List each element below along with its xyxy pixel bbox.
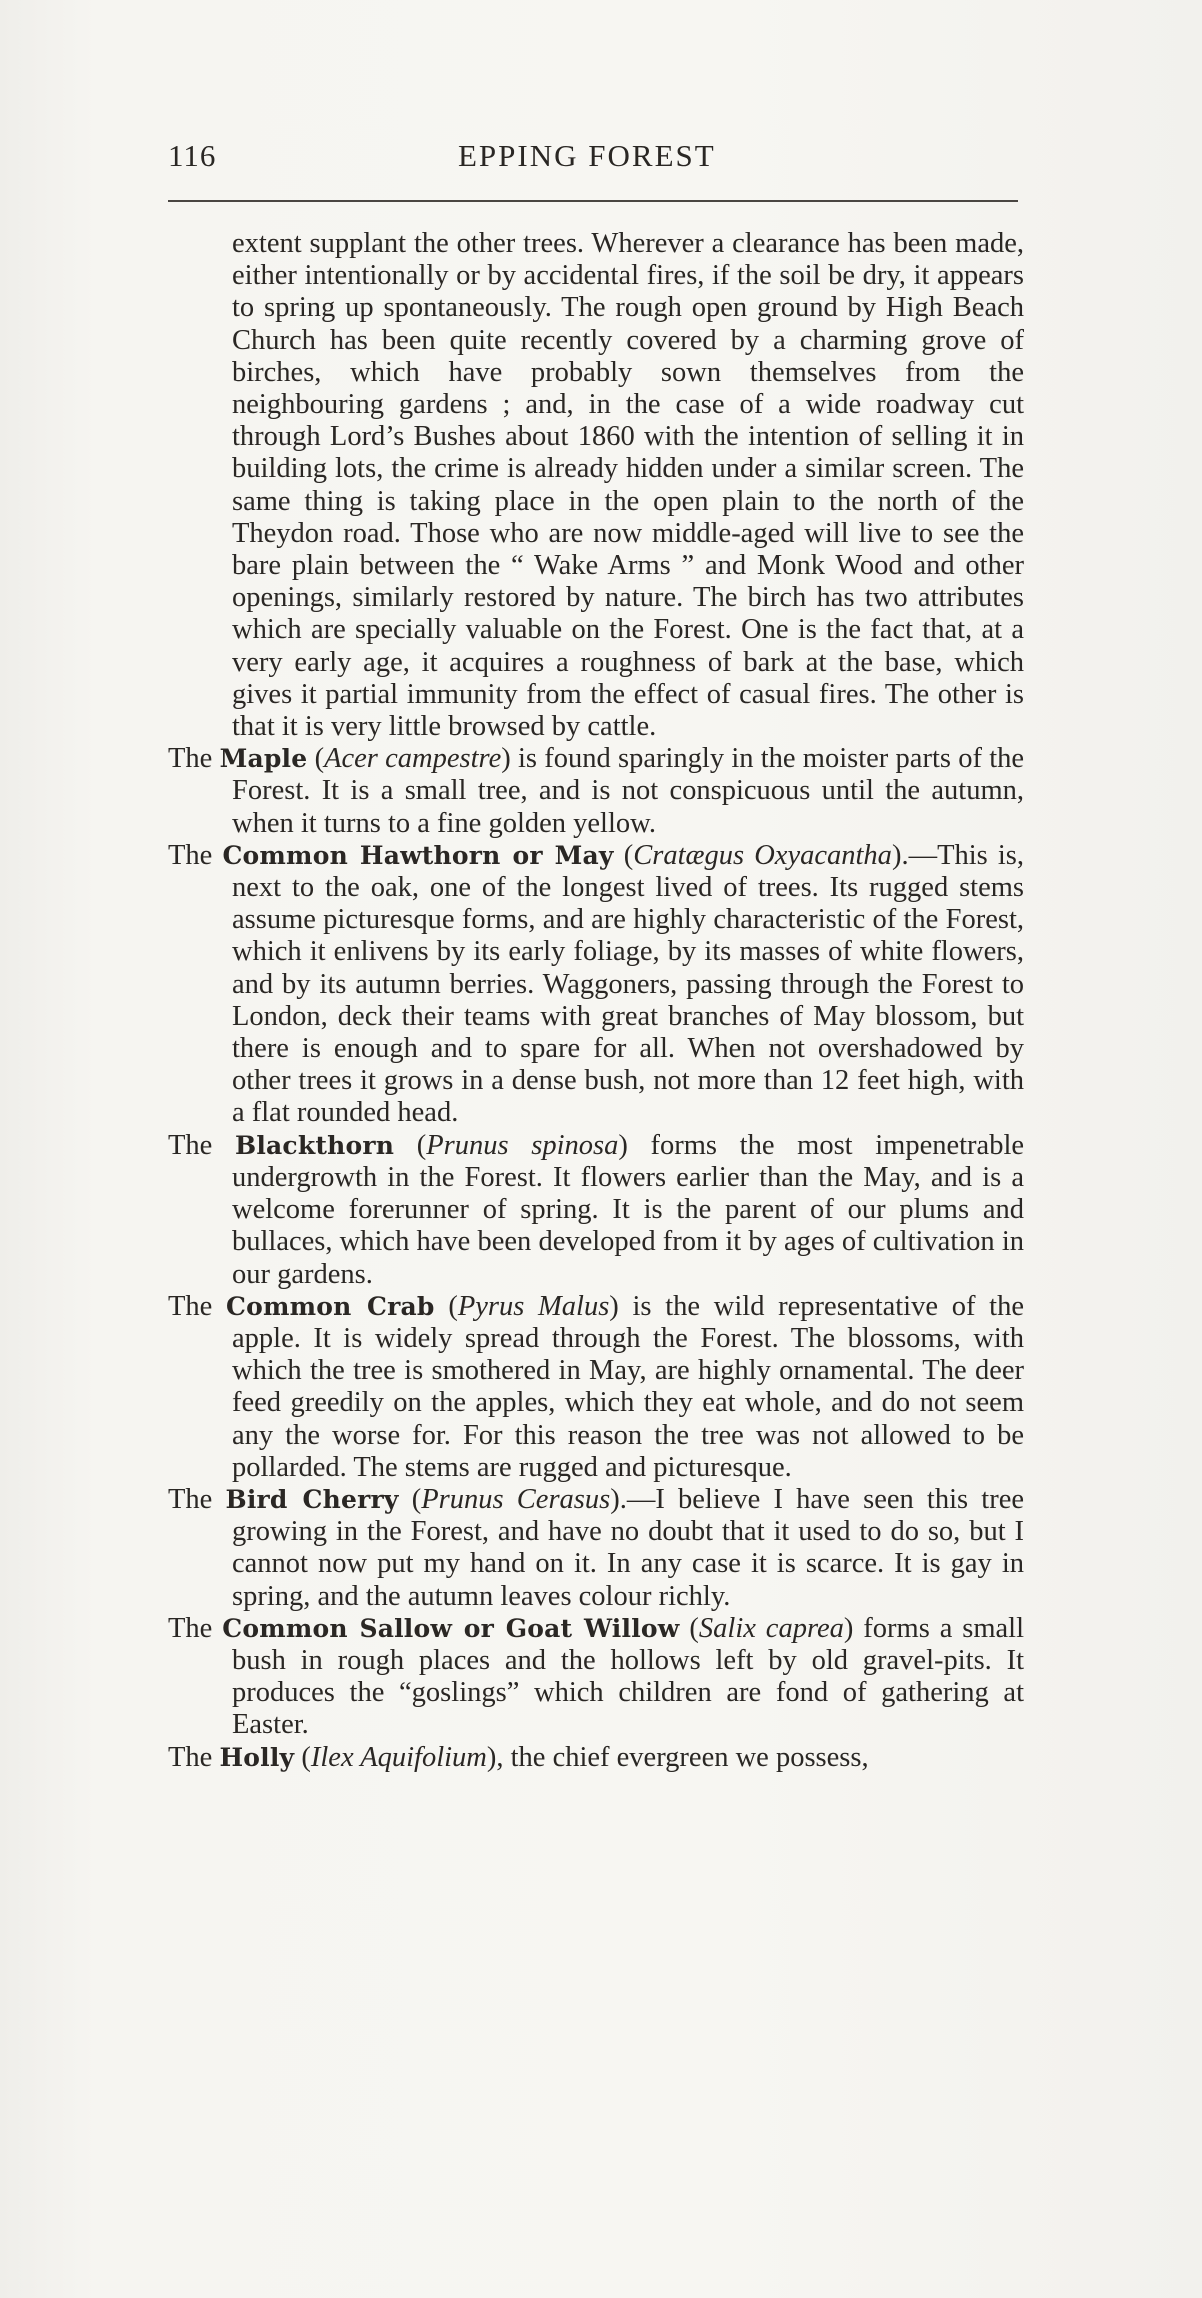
running-title: EPPING FOREST bbox=[458, 138, 716, 173]
entry-sallow: The Common Sallow or Goat Willow (Salix caprea) forms a small bush in rough places and the hollows left by old gravel-pits. It produces the “goslings” which children are fond of gathering at Easter. bbox=[168, 1612, 1024, 1741]
entry-latin: Acer campestre bbox=[324, 743, 502, 775]
entry-latin: Prunus Cerasus bbox=[421, 1483, 611, 1515]
entry-holly: The Holly (Ilex Aquifolium), the chief evergreen we possess, bbox=[168, 1741, 869, 1773]
entry-name: Common Hawthorn or May bbox=[222, 840, 614, 870]
entry-name: Blackthorn bbox=[234, 1130, 395, 1160]
page-number: 116 bbox=[168, 138, 217, 173]
intro-paragraph: extent supplant the other trees. Wherever a clearance has been made, either intentionally or by accidental fires, if the soil be dry, it appears to spring up spontaneously. The rough open ground by High Beach Church has been quite recently covered by a charming grove of birches, which have probably sown themselves from the neighbouring gardens ; and, in the case of a wide roadway cut through Lord’s Bushes about 1860 with the intention of selling it in building lots, the crime is already hidden under a similar screen. The same thing is taking place in the open plain to the north of the Theydon road. Those who are now middle-aged will live to see the bare plain between the “ Wake Arms ” and Monk Wood and other openings, similarly restored by nature. The birch has two attributes which are specially valuable on the Forest. One is the fact that, at a very early age, it acquires a roughness of bark at the base, which gives it partial immunity from the effect of casual fires. The other is that it is very little browsed by cattle. bbox=[232, 228, 1024, 743]
entry-latin: Ilex Aquifolium bbox=[310, 1741, 487, 1773]
entry-latin: Cratægus Oxyacantha bbox=[633, 839, 892, 871]
entry-text: is found sparingly in the moister parts of the Forest. It is a small tree, and is not conspicuous until the autumn, when it turns to a fine golden yellow. bbox=[232, 743, 1025, 839]
entry-bird-cherry: The Bird Cherry (Prunus Cerasus).—I believe I have seen this tree growing in the Forest, and have no doubt that it used to do so, but I cannot now put my hand on it. In any case it is scarce. It is gay in spring, and the autumn leaves colour richly. bbox=[168, 1483, 1024, 1612]
entry-article: The bbox=[168, 1290, 213, 1322]
entry-name: Common Sallow or Goat Willow bbox=[222, 1613, 680, 1643]
entry-text: .—This is, next to the oak, one of the longest lived of trees. Its rugged stems assume picturesque forms, and are highly characteristic of the Forest, which it enlivens by its early foliage, by its masses of white flowers, and by its autumn berries. Waggoners, passing through the Forest to London, deck their teams with great branches of May blossom, but there is enough and to spare for all. When not overshadowed by other trees it grows in a dense bush, not more than 12 feet high, with a flat rounded head. bbox=[232, 839, 1024, 1129]
entry-hawthorn: The Common Hawthorn or May (Cratægus Oxyacantha).—This is, next to the oak, one of the longest lived of trees. Its rugged stems assume picturesque forms, and are highly characteristic of the Forest, which it enlivens by its early foliage, by its masses of white flowers, and by its autumn berries. Waggoners, passing through the Forest to London, deck their teams with great branches of May blossom, but there is enough and to spare for all. When not overshadowed by other trees it grows in a dense bush, not more than 12 feet high, with a flat rounded head. bbox=[168, 839, 1024, 1129]
entry-name: Maple bbox=[219, 744, 308, 774]
entry-article: The bbox=[168, 839, 213, 871]
entry-blackthorn: The Blackthorn (Prunus spinosa) forms the most impenetrable undergrowth in the Forest. It flowers earlier than the May, and is a welcome forerunner of spring. It is the parent of our plums and bullaces, which have been developed from it by ages of cultivation in our gardens. bbox=[168, 1129, 1025, 1290]
header-rule bbox=[168, 200, 1018, 202]
entry-article: The bbox=[168, 1741, 213, 1773]
page-header bbox=[168, 138, 1018, 182]
entry-name: Common Crab bbox=[226, 1291, 435, 1321]
entry-name: Holly bbox=[219, 1742, 295, 1772]
body-text bbox=[168, 228, 1024, 1774]
entry-latin: Pyrus Malus bbox=[457, 1290, 610, 1322]
entry-text: .—I believe I have seen this tree growing in the Forest, and have no doubt that it used to do so, but I cannot now put my hand on it. In any case it is scarce. It is gay in spring, and the autumn leaves colour richly. bbox=[232, 1483, 1024, 1612]
entry-text: forms a small bush in rough places and the hollows left by old gravel-pits. It produces the “goslings” which children are fond of gathering at Easter. bbox=[232, 1612, 1024, 1741]
entry-text: is the wild representative of the apple. It is widely spread through the Forest. The blossoms, with which the tree is smothered in May, are highly ornamental. The deer feed greedily on the apples, which they eat whole, and do not seem any the worse for. For this reason the tree was not allowed to be pollarded. The stems are rugged and picturesque. bbox=[232, 1290, 1024, 1483]
entry-name: Bird Cherry bbox=[225, 1484, 399, 1514]
entry-latin: Salix caprea bbox=[698, 1612, 844, 1644]
entry-article: The bbox=[168, 1129, 213, 1161]
entry-article: The bbox=[168, 1483, 213, 1515]
entry-text: forms the most impenetrable undergrowth in the Forest. It flowers earlier than the May, and is a welcome forerunner of spring. It is the parent of our plums and bullaces, which have been developed from it by ages of cultivation in our gardens. bbox=[232, 1129, 1025, 1290]
entry-crab: The Common Crab (Pyrus Malus) is the wild representative of the apple. It is widely spread through the Forest. The blossoms, with which the tree is smothered in May, are highly ornamental. The deer feed greedily on the apples, which they eat whole, and do not seem any the worse for. For this reason the tree was not allowed to be pollarded. The stems are rugged and picturesque. bbox=[168, 1290, 1024, 1483]
entry-article: The bbox=[168, 1612, 213, 1644]
entry-latin: Prunus spinosa bbox=[426, 1129, 619, 1161]
entry-text: , the chief evergreen we possess, bbox=[496, 1741, 869, 1773]
entry-article: The bbox=[168, 743, 213, 775]
entry-maple: The Maple (Acer campestre) is found sparingly in the moister parts of the Forest. It is a small tree, and is not conspicuous until the autumn, when it turns to a fine golden yellow. bbox=[168, 743, 1025, 839]
